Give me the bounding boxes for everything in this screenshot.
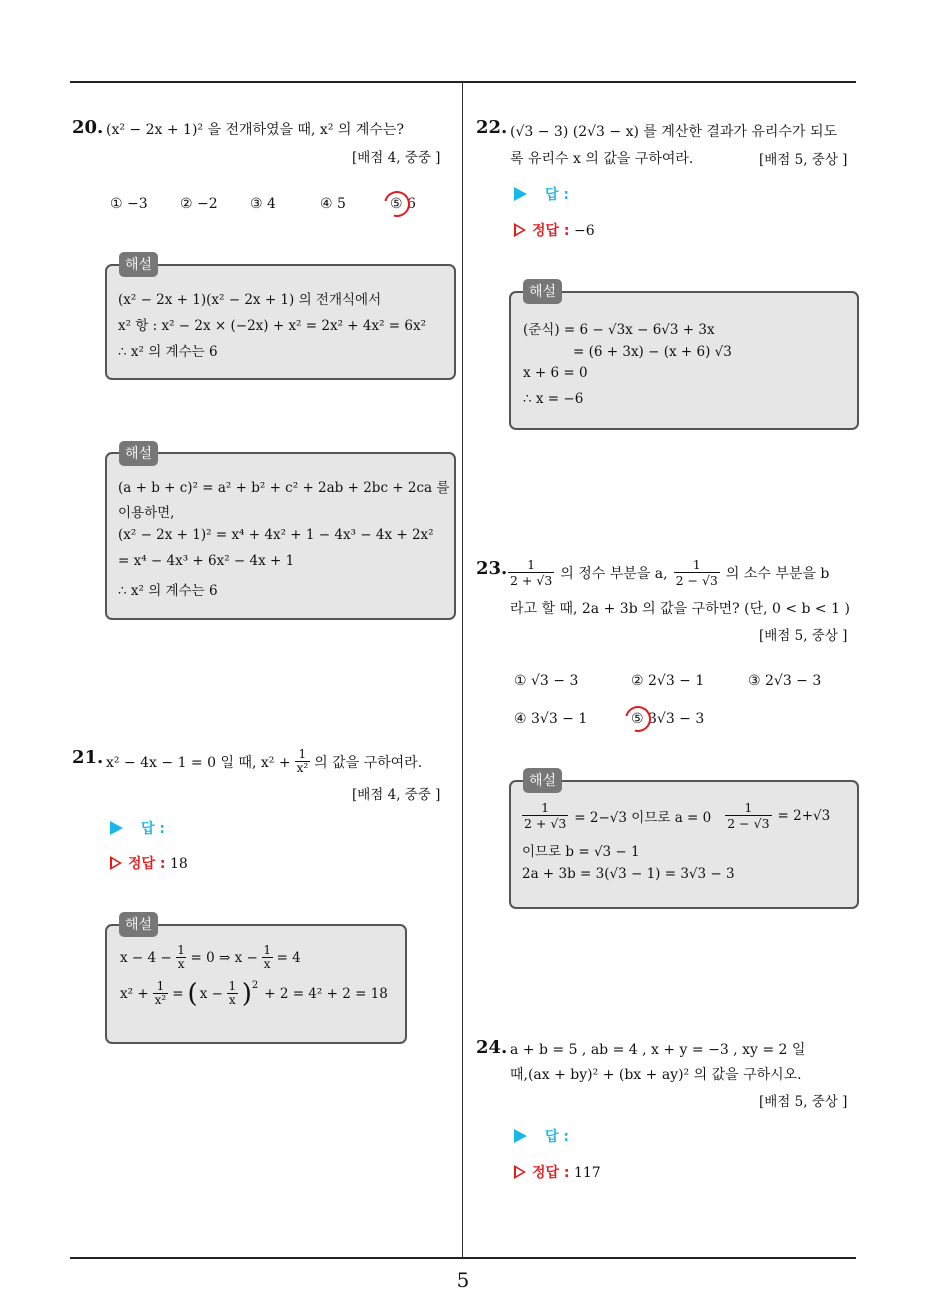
column-divider — [462, 83, 463, 1257]
question-21-meta: [배점 4, 중중 ] — [352, 787, 441, 803]
square-exponent: 2 — [251, 980, 259, 991]
left-paren: ( — [187, 978, 198, 1009]
question-24-line-2: 때,(ax + by)² + (bx + ay)² 의 값을 구하시오. — [510, 1067, 802, 1083]
answer-arrow-icon — [514, 1129, 527, 1143]
q21-frac-num: 1 — [298, 747, 307, 761]
q23-frac-2-den: 2 − √3 — [675, 573, 718, 588]
q23-choice-4[interactable]: ④ 3√3 − 1 — [514, 711, 588, 727]
q21-exp-frac-4-den: x — [228, 993, 236, 1007]
question-22-number: 22. — [476, 117, 508, 138]
q21-exp-frac-2-num: 1 — [263, 943, 271, 957]
q22-correct-value: −6 — [573, 223, 595, 239]
question-23-line-2: 라고 할 때, 2a + 3b 의 값을 구하면? (단, 0 < b < 1 ) — [510, 601, 850, 617]
q23-text-1: 의 정수 부분을 a, — [560, 565, 668, 582]
q21-exp-l2b: = — [172, 985, 184, 1002]
q22-explanation-box — [509, 291, 859, 430]
q21-exp-line-2 — [120, 980, 388, 1007]
q20-exp2-line-5: ∴ x² 의 계수는 6 — [118, 583, 218, 599]
question-23-number: 23. — [476, 558, 508, 579]
question-21-text — [106, 748, 422, 775]
question-24-line-1: a + b = 5 , ab = 4 , x + y = −3 , xy = 2 일 — [510, 1042, 806, 1058]
q20-choice-4[interactable]: ④ 5 — [320, 196, 346, 212]
q23-explanation-tag: 해설 — [523, 768, 562, 793]
q21-exp-l2a: x² + — [120, 985, 149, 1002]
q22-correct-label: 정답 : — [532, 223, 570, 239]
page-number: 5 — [456, 1268, 470, 1292]
q23-frac-2 — [674, 557, 720, 588]
question-23-meta: [배점 5, 중상 ] — [759, 628, 848, 644]
q24-correct-value: 117 — [573, 1165, 601, 1181]
q20-choice-2[interactable]: ② −2 — [180, 196, 218, 212]
q23-choice-5[interactable]: ⑤ 3√3 − 3 — [631, 711, 705, 727]
q23-choice-3[interactable]: ③ 2√3 − 3 — [748, 673, 822, 689]
q21-exp-frac-1-den: x — [177, 957, 185, 971]
q23-choice-2[interactable]: ② 2√3 − 1 — [631, 673, 705, 689]
q21-correct-answer — [110, 853, 188, 873]
correct-arrow-icon — [110, 856, 122, 870]
q20-explanation-tag-2: 해설 — [119, 441, 158, 466]
question-20-meta: [배점 4, 중중 ] — [352, 150, 441, 166]
q23-answer-mark — [620, 701, 656, 737]
q24-answer-input[interactable] — [514, 1126, 569, 1146]
q23-exp-frac-1 — [522, 800, 568, 831]
q20-explanation-tag-1: 해설 — [119, 252, 158, 277]
q21-exp-frac-3-num: 1 — [156, 979, 165, 993]
correct-arrow-icon — [514, 1165, 526, 1179]
q21-exp-l1a: x − 4 − — [120, 949, 172, 966]
q21-exp-frac-2-den: x — [263, 957, 271, 971]
q20-exp1-line-3: ∴ x² 의 계수는 6 — [118, 344, 218, 360]
q21-explanation-tag: 해설 — [119, 912, 158, 937]
q23-exp-line-2: 이므로 b = √3 − 1 — [522, 844, 640, 860]
q20-choice-3[interactable]: ③ 4 — [250, 196, 276, 212]
q23-frac-1 — [508, 557, 554, 588]
q21-exp-frac-3 — [153, 980, 169, 1007]
q23-exp-frac-1-den: 2 + √3 — [524, 816, 567, 831]
q21-exp-frac-3-den: x² — [154, 993, 167, 1007]
answer-arrow-icon — [110, 821, 123, 835]
top-rule — [70, 81, 856, 83]
question-24-meta: [배점 5, 중상 ] — [759, 1094, 848, 1110]
q21-correct-label: 정답 : — [128, 856, 166, 872]
question-23-line-1 — [508, 557, 829, 588]
q20-choice-5[interactable]: ⑤ 6 — [390, 196, 416, 212]
question-24-number: 24. — [476, 1037, 508, 1058]
q23-text-2: 의 소수 부분을 b — [725, 565, 830, 582]
q22-exp-line-3: x + 6 = 0 — [523, 365, 588, 381]
q23-frac-1-den: 2 + √3 — [510, 573, 553, 588]
q21-exp-l2c: x − — [199, 985, 223, 1002]
q21-frac-den: x² — [296, 761, 309, 775]
q23-exp-frac-1-num: 1 — [541, 800, 550, 815]
q21-text-a: x² − 4x − 1 = 0 일 때, x² + — [106, 754, 291, 771]
q21-text-b: 의 값을 구하여라. — [314, 754, 423, 771]
q20-answer-mark — [379, 186, 415, 222]
q21-exp-frac-4-num: 1 — [228, 979, 237, 993]
q21-correct-value: 18 — [169, 856, 188, 872]
q22-correct-answer — [514, 220, 595, 240]
q22-explanation-tag: 해설 — [523, 279, 562, 304]
q23-exp-frac-2-num: 1 — [744, 800, 753, 815]
q23-exp-text-2: = 2+√3 — [777, 807, 831, 824]
q21-exp-frac-1-num: 1 — [177, 943, 185, 957]
q20-choice-1[interactable]: ① −3 — [110, 196, 148, 212]
q21-exp-l2d: + 2 = 4² + 2 = 18 — [264, 985, 388, 1002]
q22-answer-input[interactable] — [514, 184, 569, 204]
question-22-line-1: (√3 − 3) (2√3 − x) 를 계산한 결과가 유리수가 되도 — [510, 124, 837, 140]
q24-correct-label: 정답 : — [532, 1165, 570, 1181]
q21-exp-l1b: = 0 ⇒ x − — [190, 949, 258, 966]
q20-exp2-line-3: (x² − 2x + 1)² = x⁴ + 4x² + 1 − 4x³ − 4x + 2x² — [118, 527, 434, 543]
question-21-number: 21. — [72, 747, 104, 768]
answer-arrow-icon — [514, 187, 527, 201]
q21-fraction — [295, 748, 311, 775]
q23-frac-1-num: 1 — [527, 557, 536, 572]
q20-exp2-line-2: 이용하면, — [118, 505, 175, 521]
q21-exp-frac-2 — [262, 944, 273, 971]
bottom-rule — [70, 1257, 856, 1259]
question-20-number: 20. — [72, 117, 104, 138]
q20-exp2-line-1: (a + b + c)² = a² + b² + c² + 2ab + 2bc + 2ca 를 — [118, 480, 450, 496]
q23-exp-frac-2-den: 2 − √3 — [727, 816, 770, 831]
q22-answer-label: 답 : — [545, 187, 569, 203]
q23-exp-frac-2 — [725, 800, 771, 831]
q22-exp-line-1: (준식) = 6 − √3x − 6√3 + 3x — [523, 322, 715, 338]
q21-exp-frac-1 — [176, 944, 187, 971]
q23-exp-text-1: = 2−√3 이므로 a = 0 — [574, 809, 712, 826]
q22-exp-line-2: = (6 + 3x) − (x + 6) √3 — [573, 344, 732, 360]
correct-arrow-icon — [514, 223, 526, 237]
q24-answer-label: 답 : — [545, 1129, 569, 1145]
q22-exp-line-4: ∴ x = −6 — [523, 391, 584, 407]
q21-answer-input[interactable] — [110, 818, 165, 838]
q21-exp-frac-4 — [227, 980, 238, 1007]
q21-answer-label: 답 : — [141, 821, 165, 837]
q23-exp-line-1 — [522, 800, 830, 831]
question-22-line-2: 록 유리수 x 의 값을 구하여라. — [510, 151, 694, 167]
q23-frac-2-num: 1 — [692, 557, 701, 572]
q23-exp-line-3: 2a + 3b = 3(√3 − 1) = 3√3 − 3 — [522, 866, 735, 882]
q21-exp-l1c: = 4 — [276, 949, 301, 966]
right-paren: ) — [241, 978, 252, 1009]
q24-correct-answer — [514, 1162, 601, 1182]
q23-choice-1[interactable]: ① √3 − 3 — [514, 673, 579, 689]
q20-exp1-line-1: (x² − 2x + 1)(x² − 2x + 1) 의 전개식에서 — [118, 292, 382, 308]
q20-exp2-line-4: = x⁴ − 4x³ + 6x² − 4x + 1 — [118, 553, 295, 569]
q21-exp-line-1 — [120, 944, 301, 971]
question-20-text: (x² − 2x + 1)² 을 전개하였을 때, x² 의 계수는? — [106, 122, 404, 138]
question-22-meta: [배점 5, 중상 ] — [759, 152, 848, 168]
q20-exp1-line-2: x² 항 : x² − 2x × (−2x) + x² = 2x² + 4x² = 6x² — [118, 318, 426, 334]
